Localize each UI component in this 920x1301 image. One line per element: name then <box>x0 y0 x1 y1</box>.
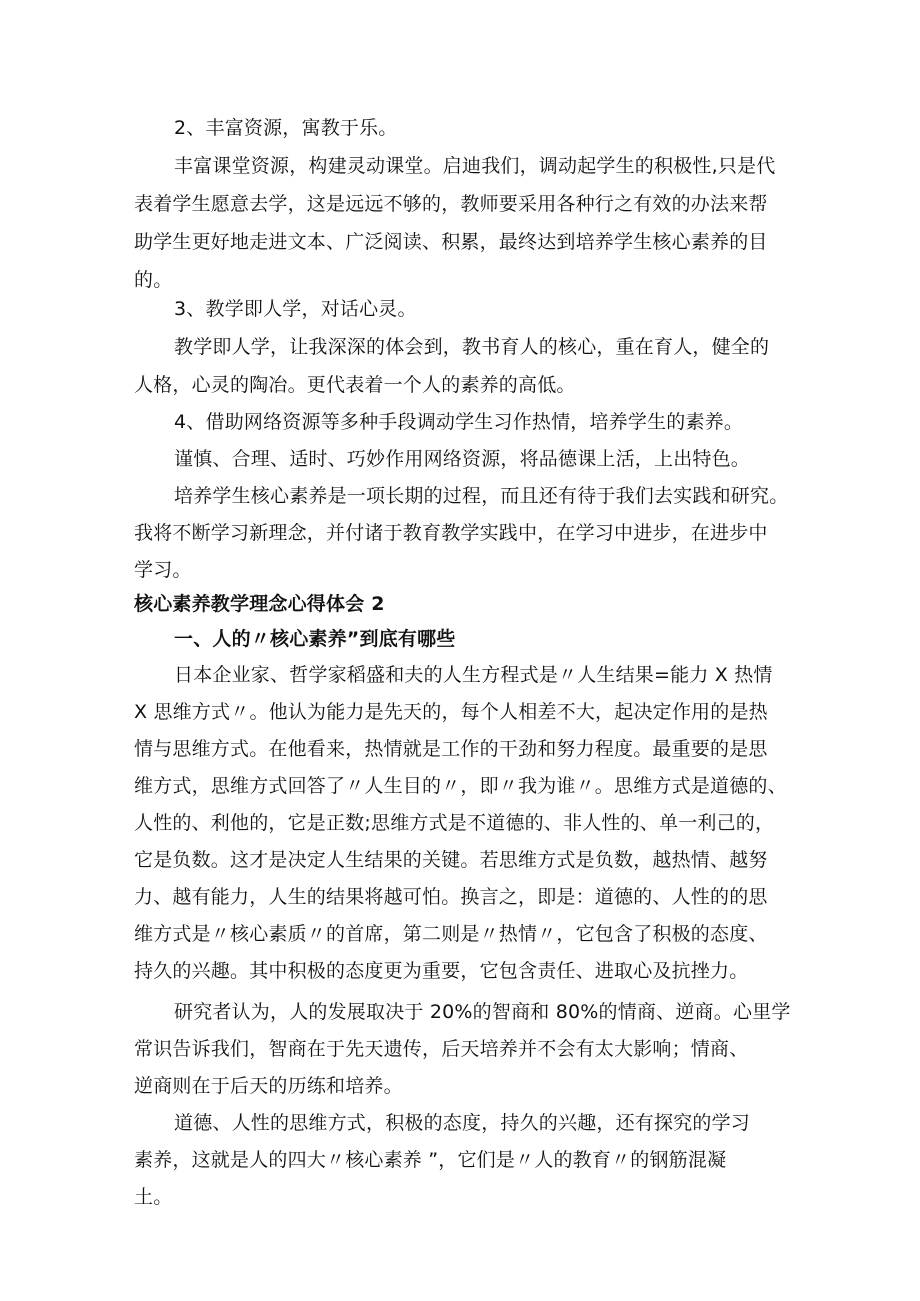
paragraph-line: 学习。 <box>134 559 192 581</box>
paragraph-line: 我将不断学习新理念，并付诸于教育教学实践中，在学习中进步，在进步中 <box>134 522 768 544</box>
paragraph-line: X 思维方式〃。他认为能力是先天的，每个人相差不大，起决定作用的是热 <box>134 701 768 723</box>
paragraph-line: 道德、人性的思维方式，积极的态度，持久的兴趣，还有探究的学习 <box>174 1112 751 1134</box>
paragraph-line: 常识告诉我们，智商在于先天遗传，后天培养并不会有太大影响；情商、 <box>134 1038 749 1060</box>
paragraph-line: 土。 <box>134 1186 173 1208</box>
paragraph-line: 维方式，思维方式回答了〃人生目的〃，即〃我为谁〃。思维方式是道德的、 <box>134 775 787 797</box>
paragraph-line: 素养，这就是人的四大〃核心素养 ”，它们是〃人的教育〃的钢筋混凝 <box>134 1149 727 1171</box>
paragraph-line: 丰富课堂资源，构建灵动课堂。启迪我们，调动起学生的积极性,只是代 <box>174 155 776 177</box>
paragraph-line: 教学即人学，让我深深的体会到，教书育人的核心，重在育人，健全的 <box>174 336 770 358</box>
paragraph-line: 人性的、利他的，它是正数;思维方式是不道德的、非人性的、单一利己的， <box>134 812 775 834</box>
paragraph-line: 2、丰富资源，寓教于乐。 <box>174 117 398 139</box>
paragraph-line: 人格，心灵的陶冶。更代表着一个人的素养的高低。 <box>134 374 576 396</box>
paragraph-line: 谨慎、合理、适时、巧妙作用网络资源，将品德课上活，上出特色。 <box>174 448 751 470</box>
paragraph-line: 逆商则在于后天的历练和培养。 <box>134 1075 403 1097</box>
paragraph-line: 3、教学即人学，对话心灵。 <box>174 298 417 320</box>
paragraph-line: 力、越有能力，人生的结果将越可怕。换言之，即是：道德的、人性的的思 <box>134 886 768 908</box>
paragraph-line: 的。 <box>134 269 173 291</box>
subsection-heading: 一、人的〃核心素养”到底有哪些 <box>174 628 456 650</box>
paragraph-line: 持久的兴趣。其中积极的态度更为重要，它包含责任、进取心及抗挫力。 <box>134 960 749 982</box>
paragraph-line: 维方式是〃核心素质〃的首席，第二则是〃热情〃，它包含了积极的态度、 <box>134 923 768 945</box>
paragraph-line: 情与思维方式。在他看来，热情就是工作的干劲和努力程度。最重要的是思 <box>134 738 768 760</box>
paragraph-line: 4、借助网络资源等多种手段调动学生习作热情，培养学生的素养。 <box>174 411 744 433</box>
paragraph-line: 日本企业家、哲学家稻盛和夫的人生方程式是〃人生结果=能力 X 热情 <box>174 664 773 686</box>
section-heading: 核心素养教学理念心得体会 2 <box>134 593 385 615</box>
paragraph-line: 助学生更好地走进文本、广泛阅读、积累，最终达到培养学生核心素养的目 <box>134 231 768 253</box>
paragraph-line: 表着学生愿意去学，这是远远不够的，教师要采用各种行之有效的办法来帮 <box>134 193 768 215</box>
paragraph-line: 它是负数。这才是决定人生结果的关键。若思维方式是负数，越热情、越努 <box>134 849 768 871</box>
paragraph-line: 培养学生核心素养是一项长期的过程，而且还有待于我们去实践和研究。 <box>174 485 789 507</box>
paragraph-line: 研究者认为，人的发展取决于 20%的智商和 80%的情商、逆商。心里学 <box>174 1001 791 1023</box>
